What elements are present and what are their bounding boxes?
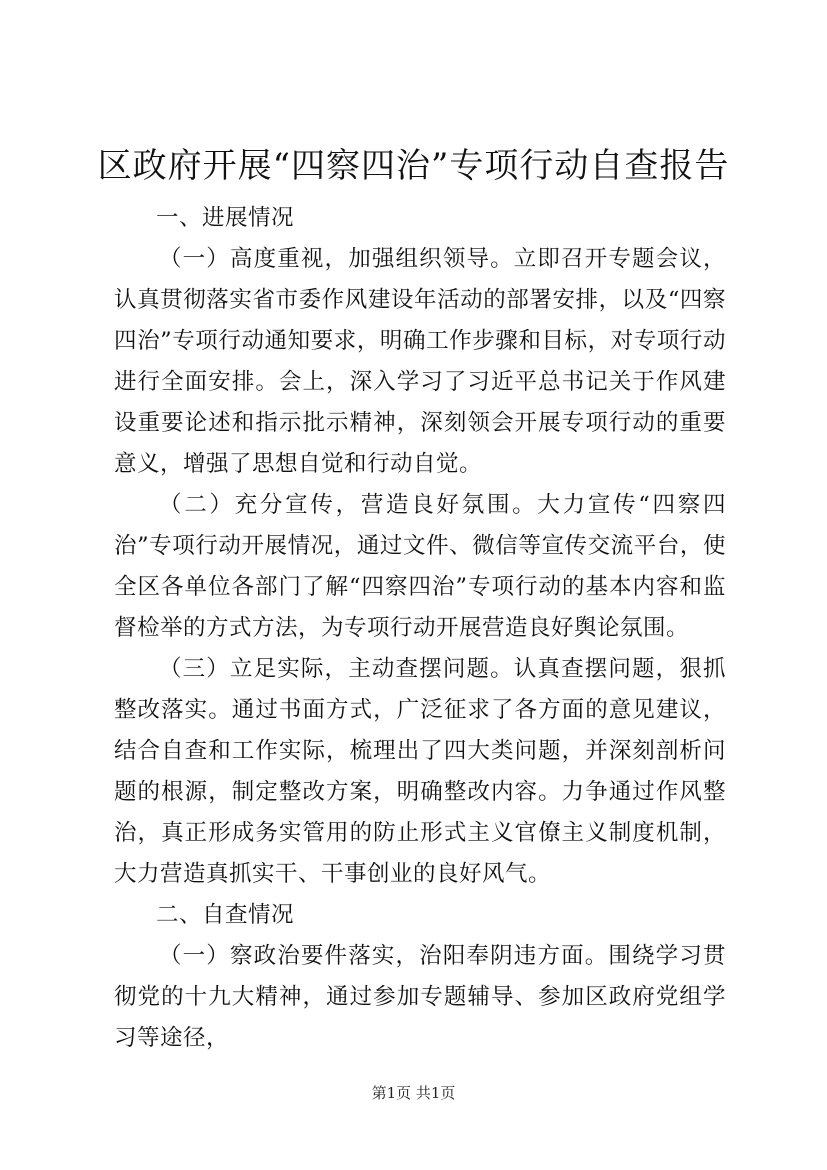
document-title: 区政府开展“四察四治”专项行动自查报告	[97, 146, 730, 186]
document-body	[114, 198, 726, 1059]
paragraph-publicity: （二）充分宣传，营造良好氛围。大力宣传“四察四治”专项行动开展情况，通过文件、微信等宣传交流平台，使全区各单位各部门了解“四察四治”专项行动的基本内容和监督检举的方式方法，为专项行动开展营造良好舆论氛围。	[114, 492, 726, 641]
section-heading-self-check: 二、自查情况	[156, 902, 295, 928]
paragraph-organization: （一）高度重视，加强组织领导。立即召开专题会议，认真贯彻落实省市委作风建设年活动的部署安排，以及“四察四治”专项行动通知要求，明确工作步骤和目标，对专项行动进行全面安排。会上，深入学习了习近平总书记关于作风建设重要论述和指示批示精神，深刻领会开展专项行动的重要意义，增强了思想自觉和行动自觉。	[114, 246, 726, 477]
paragraph-problem-check: （三）立足实际，主动查摆问题。认真查摆问题，狠抓整改落实。通过书面方式，广泛征求了各方面的意见建议，结合自查和工作实际，梳理出了四大类问题，并深刻剖析问题的根源，制定整改方案，明确整改内容。力争通过作风整治，真正形成务实管用的防止形式主义官僚主义制度机制，大力营造真抓实干、干事创业的良好风气。	[114, 656, 726, 887]
section-heading-progress: 一、进展情况	[156, 205, 295, 231]
page-footer: 第1页 共1页	[371, 1084, 456, 1102]
paragraph-political-check: （一）察政治要件落实，治阳奉阴违方面。围绕学习贯彻党的十九大精神，通过参加专题辅导、参加区政府党组学习等途径，	[114, 943, 726, 1051]
